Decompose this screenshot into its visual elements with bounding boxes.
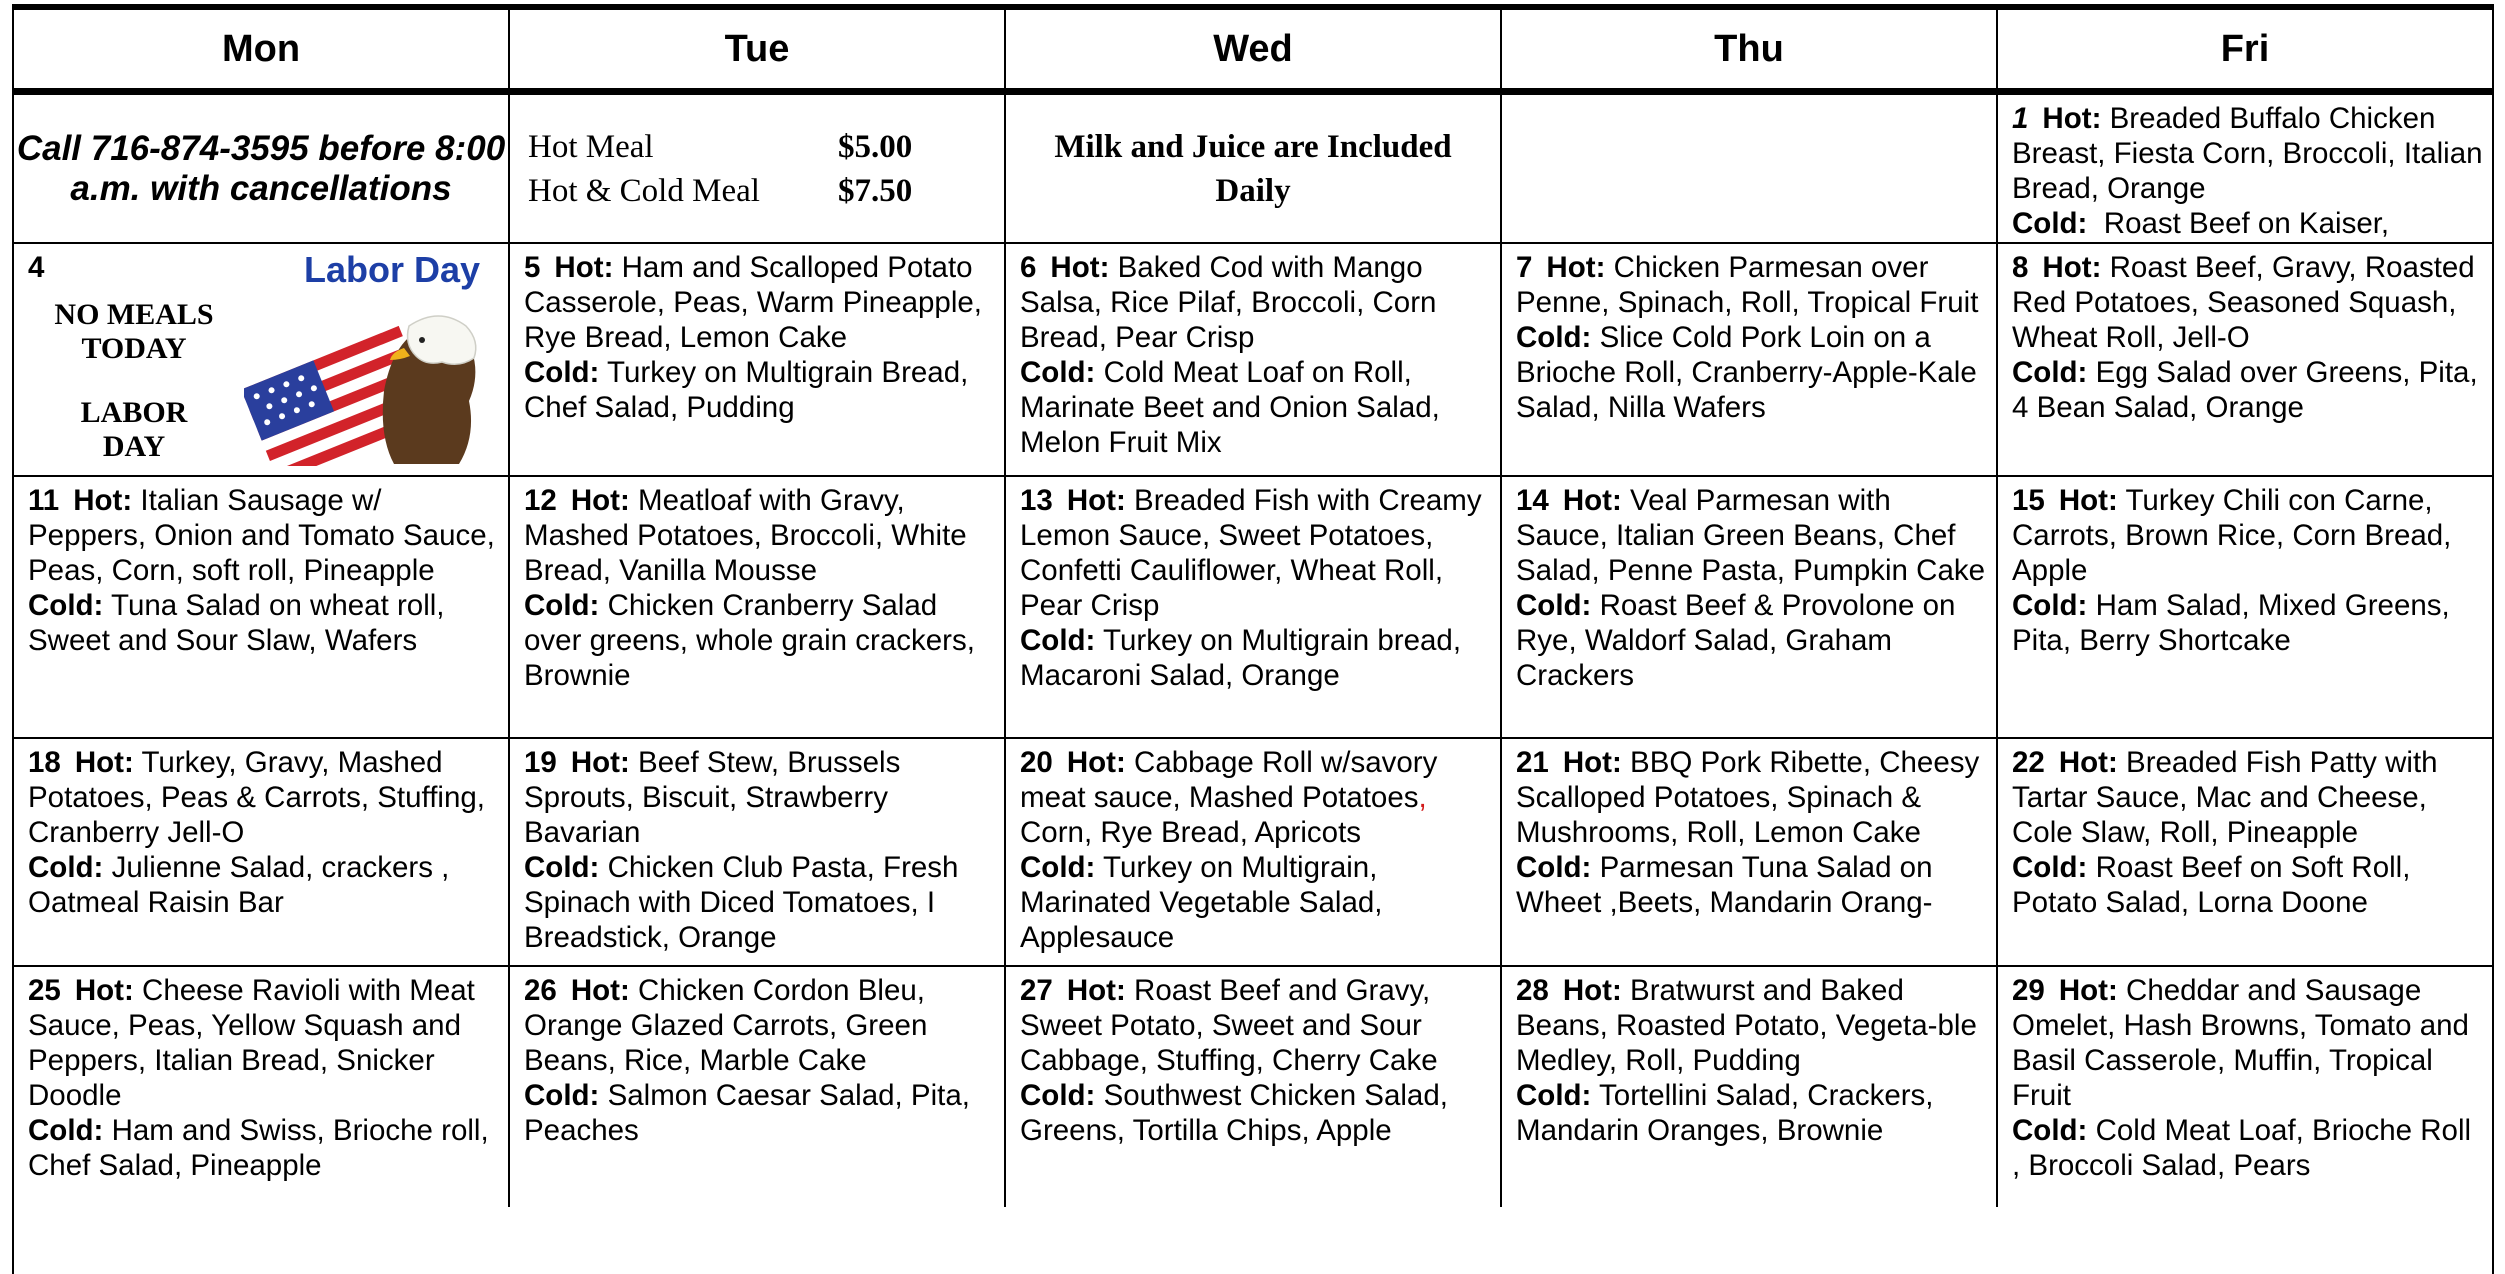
day-cell-25 xyxy=(14,967,510,1207)
day-cell-19 xyxy=(510,739,1006,965)
cold-menu: Chicken Cranberry Salad over greens, whole grain crackers, Brownie xyxy=(524,589,975,692)
price-both-label: Hot & Cold Meal xyxy=(528,172,760,209)
hot-label: Hot: xyxy=(1066,746,1126,779)
cold-label: Cold: xyxy=(2012,356,2088,389)
cold-label: Cold: xyxy=(524,851,600,884)
hot-menu: Cheddar and Sausage Omelet, Hash Browns, Tomato and Basil Casserole, Muffin, Tropical Fruit xyxy=(2012,974,2469,1112)
hot-label: Hot: xyxy=(1066,484,1126,517)
no-meals-line2: TODAY xyxy=(81,332,187,365)
cold-menu: Roast Beef on Kaiser, xyxy=(2103,207,2390,240)
no-meals-note xyxy=(34,298,234,464)
hot-label: Hot: xyxy=(2042,251,2102,284)
day-cell-1 xyxy=(1998,95,2492,242)
price-hot-label: Hot Meal xyxy=(528,128,654,165)
holiday-cell xyxy=(14,244,510,475)
day-cell-22 xyxy=(1998,739,2492,965)
hot-label: Hot: xyxy=(1562,746,1622,779)
day-cell-18 xyxy=(14,739,510,965)
hot-label: Hot: xyxy=(570,746,630,779)
hot-menu: Roast Beef, Gravy, Roasted Red Potatoes, Seasoned Squash, Wheat Roll, Jell-O xyxy=(2012,251,2475,354)
day-cell-27 xyxy=(1006,967,1502,1207)
hot-label: Hot: xyxy=(570,974,630,1007)
weekday-header xyxy=(14,10,2492,95)
day-cell-14 xyxy=(1502,477,1998,737)
flag-eagle-icon xyxy=(244,296,484,466)
day-cell-20 xyxy=(1006,739,1502,965)
day-number: 6 xyxy=(1020,251,1037,284)
hot-menu: Veal Parmesan with Sauce, Italian Green Beans, Chef Salad, Penne Pasta, Pumpkin Cake xyxy=(1516,484,1986,587)
day-cell-29 xyxy=(1998,967,2492,1207)
milk-juice-note: Milk and Juice are Included Daily xyxy=(1054,128,1452,209)
cold-menu: Julienne Salad, crackers , Oatmeal Raisin Bar xyxy=(28,851,450,919)
cold-label: Cold: xyxy=(28,851,104,884)
hot-label: Hot: xyxy=(2058,484,2118,517)
cold-menu: Ham and Swiss, Brioche roll, Chef Salad, Pineapple xyxy=(28,1114,489,1182)
cold-menu: Turkey on Multigrain Bread, Chef Salad, Pudding xyxy=(524,356,969,424)
day-number: 27 xyxy=(1020,974,1053,1007)
hot-label: Hot: xyxy=(570,484,630,517)
cold-label: Cold: xyxy=(2012,207,2088,240)
day-number: 20 xyxy=(1020,746,1053,779)
hot-menu: Breaded Fish with Creamy Lemon Sauce, Sweet Potatoes, Confetti Cauliflower, Wheat Roll, Pear Crisp xyxy=(1020,484,1482,622)
cold-menu: Ham Salad, Mixed Greens, Pita, Berry Shortcake xyxy=(2012,589,2450,657)
cold-label: Cold: xyxy=(1020,1079,1096,1112)
day-cell-7 xyxy=(1502,244,1998,475)
cold-menu: Tuna Salad on wheat roll, Sweet and Sour Slaw, Wafers xyxy=(28,589,445,657)
empty-cell xyxy=(1502,95,1998,242)
labor-day-title: Labor Day xyxy=(303,249,480,290)
day-number: 15 xyxy=(2012,484,2045,517)
hot-menu: Beef Stew, Brussels Sprouts, Biscuit, Strawberry Bavarian xyxy=(524,746,901,849)
week-row-4 xyxy=(14,739,2492,967)
day-cell-12 xyxy=(510,477,1006,737)
hot-label: Hot: xyxy=(74,974,134,1007)
hot-menu-comma: , xyxy=(1418,781,1427,814)
hot-label: Hot: xyxy=(1050,251,1110,284)
info-cell-call xyxy=(14,95,510,242)
cold-menu: Tortellini Salad, Crackers, Mandarin Oranges, Brownie xyxy=(1516,1079,1934,1147)
day-number: 28 xyxy=(1516,974,1549,1007)
day-number: 8 xyxy=(2012,251,2029,284)
no-meals-line4: DAY xyxy=(102,430,166,463)
hot-label: Hot: xyxy=(1066,974,1126,1007)
week-row-3 xyxy=(14,477,2492,739)
hot-label: Hot: xyxy=(74,746,134,779)
cold-label: Cold: xyxy=(524,589,600,622)
hot-label: Hot: xyxy=(73,484,133,517)
weekday-thu: Thu xyxy=(1502,10,1998,88)
cold-menu: Roast Beef & Provolone on Rye, Waldorf Salad, Graham Crackers xyxy=(1516,589,1956,692)
day-number: 29 xyxy=(2012,974,2045,1007)
cold-label: Cold: xyxy=(28,589,104,622)
day-cell-5 xyxy=(510,244,1006,475)
day-number: 26 xyxy=(524,974,557,1007)
cold-label: Cold: xyxy=(524,1079,600,1112)
weekday-mon: Mon xyxy=(14,10,510,88)
hot-label: Hot: xyxy=(1562,974,1622,1007)
info-cell-milk xyxy=(1006,95,1502,242)
hot-menu: Chicken Cordon Bleu, Orange Glazed Carrots, Green Beans, Rice, Marble Cake xyxy=(524,974,928,1077)
day-number: 22 xyxy=(2012,746,2045,779)
hot-label: Hot: xyxy=(1562,484,1622,517)
hot-menu: Breaded Fish Patty with Tartar Sauce, Mac and Cheese, Cole Slaw, Roll, Pineapple xyxy=(2012,746,2438,849)
weekday-fri: Fri xyxy=(2220,27,2270,70)
hot-label: Hot: xyxy=(2058,746,2118,779)
hot-menu: Italian Sausage w/ Peppers, Onion and Tomato Sauce, Peas, Corn, soft roll, Pineapple xyxy=(28,484,495,587)
hot-label: Hot: xyxy=(2058,974,2118,1007)
hot-menu: Chicken Parmesan over Penne, Spinach, Roll, Tropical Fruit xyxy=(1516,251,1979,319)
hot-label: Hot: xyxy=(1546,251,1606,284)
cold-menu: Turkey on Multigrain bread, Macaroni Salad, Orange xyxy=(1020,624,1462,692)
price-both-value: $7.50 xyxy=(838,172,913,209)
cold-menu: Egg Salad over Greens, Pita, 4 Bean Salad, Orange xyxy=(2012,356,2478,424)
day-cell-8 xyxy=(1998,244,2492,475)
day-number: 13 xyxy=(1020,484,1053,517)
hot-menu-cont: Corn, Rye Bread, Apricots xyxy=(1020,816,1362,849)
week-row-5 xyxy=(14,967,2492,1207)
hot-menu: Cabbage Roll w/savory meat sauce, Mashed Potatoes xyxy=(1020,746,1438,814)
day-cell-11 xyxy=(14,477,510,737)
cold-label: Cold: xyxy=(524,356,600,389)
price-list xyxy=(528,125,912,213)
day-number: 1 xyxy=(2012,102,2029,135)
cold-menu: Turkey on Multigrain, Marinated Vegetable Salad, Applesauce xyxy=(1020,851,1383,954)
cold-menu: Roast Beef on Soft Roll, Potato Salad, Lorna Doone xyxy=(2012,851,2411,919)
cold-menu: Cold Meat Loaf on Roll, Marinate Beet and Onion Salad, Melon Fruit Mix xyxy=(1020,356,1440,459)
hot-menu: Turkey Chili con Carne, Carrots, Brown Rice, Corn Bread, Apple xyxy=(2012,484,2452,587)
cold-menu: Parmesan Tuna Salad on Wheet ,Beets, Mandarin Orang- xyxy=(1516,851,1933,919)
day-number: 19 xyxy=(524,746,557,779)
day-cell-26 xyxy=(510,967,1006,1207)
day-number: 25 xyxy=(28,974,61,1007)
no-meals-line1: NO MEALS xyxy=(54,298,214,331)
day-number: 5 xyxy=(524,251,541,284)
hot-menu: Roast Beef and Gravy, Sweet Potato, Sweet and Sour Cabbage, Stuffing, Cherry Cake xyxy=(1020,974,1438,1077)
hot-label: Hot: xyxy=(554,251,614,284)
menu-calendar xyxy=(12,4,2494,1274)
week-row-1 xyxy=(14,95,2492,244)
hot-menu: Cheese Ravioli with Meat Sauce, Peas, Yellow Squash and Peppers, Italian Bread, Snicker Doodle xyxy=(28,974,475,1112)
cold-label: Cold: xyxy=(1516,589,1592,622)
week-row-2 xyxy=(14,244,2492,477)
day-cell-21 xyxy=(1502,739,1998,965)
day-number: 4 xyxy=(28,251,45,284)
cold-menu: Southwest Chicken Salad, Greens, Tortilla Chips, Apple xyxy=(1020,1079,1448,1147)
day-cell-15 xyxy=(1998,477,2492,737)
day-cell-6 xyxy=(1006,244,1502,475)
cold-label: Cold: xyxy=(1020,356,1096,389)
day-number: 12 xyxy=(524,484,557,517)
hot-label: Hot: xyxy=(2042,102,2102,135)
info-cell-prices xyxy=(510,95,1006,242)
hot-menu: Breaded Buffalo Chicken Breast, Fiesta Corn, Broccoli, Italian Bread, Orange xyxy=(2012,102,2483,205)
cancellation-note: Call 716-874-3595 before 8:00 a.m. with cancellations xyxy=(16,128,506,208)
price-hot-value: $5.00 xyxy=(838,128,913,165)
day-cell-28 xyxy=(1502,967,1998,1207)
cold-label: Cold: xyxy=(28,1114,104,1147)
hot-menu: Bratwurst and Baked Beans, Roasted Potato, Vegeta-ble Medley, Roll, Pudding xyxy=(1516,974,1977,1077)
no-meals-line3: LABOR xyxy=(80,396,188,429)
day-number: 21 xyxy=(1516,746,1549,779)
cold-label: Cold: xyxy=(2012,589,2088,622)
cold-menu: Cold Meat Loaf, Brioche Roll , Broccoli Salad, Pears xyxy=(2012,1114,2472,1182)
cold-label: Cold: xyxy=(2012,1114,2088,1147)
weekday-tue: Tue xyxy=(510,10,1006,88)
cold-label: Cold: xyxy=(2012,851,2088,884)
day-number: 11 xyxy=(28,484,60,517)
day-number: 18 xyxy=(28,746,61,779)
cold-menu: Slice Cold Pork Loin on a Brioche Roll, Cranberry-Apple-Kale Salad, Nilla Wafers xyxy=(1516,321,1977,424)
hot-menu: Baked Cod with Mango Salsa, Rice Pilaf, Broccoli, Corn Bread, Pear Crisp xyxy=(1020,251,1437,354)
day-number: 14 xyxy=(1516,484,1549,517)
hot-menu: Turkey, Gravy, Mashed Potatoes, Peas & Carrots, Stuffing, Cranberry Jell-O xyxy=(28,746,485,849)
hot-menu: Meatloaf with Gravy, Mashed Potatoes, Broccoli, White Bread, Vanilla Mousse xyxy=(524,484,967,587)
cold-label: Cold: xyxy=(1020,624,1096,657)
cold-label: Cold: xyxy=(1516,321,1592,354)
day-number: 7 xyxy=(1516,251,1533,284)
cold-menu: Salmon Caesar Salad, Pita, Peaches xyxy=(524,1079,970,1147)
weekday-wed: Wed xyxy=(1006,10,1502,88)
cold-label: Cold: xyxy=(1020,851,1096,884)
cold-menu: Chicken Club Pasta, Fresh Spinach with Diced Tomatoes, I Breadstick, Orange xyxy=(524,851,959,954)
cold-label: Cold: xyxy=(1516,1079,1592,1112)
day-cell-13 xyxy=(1006,477,1502,737)
hot-menu: Ham and Scalloped Potato Casserole, Peas, Warm Pineapple, Rye Bread, Lemon Cake xyxy=(524,251,982,354)
hot-menu: BBQ Pork Ribette, Cheesy Scalloped Potatoes, Spinach & Mushrooms, Roll, Lemon Cake xyxy=(1516,746,1980,849)
cold-label: Cold: xyxy=(1516,851,1592,884)
